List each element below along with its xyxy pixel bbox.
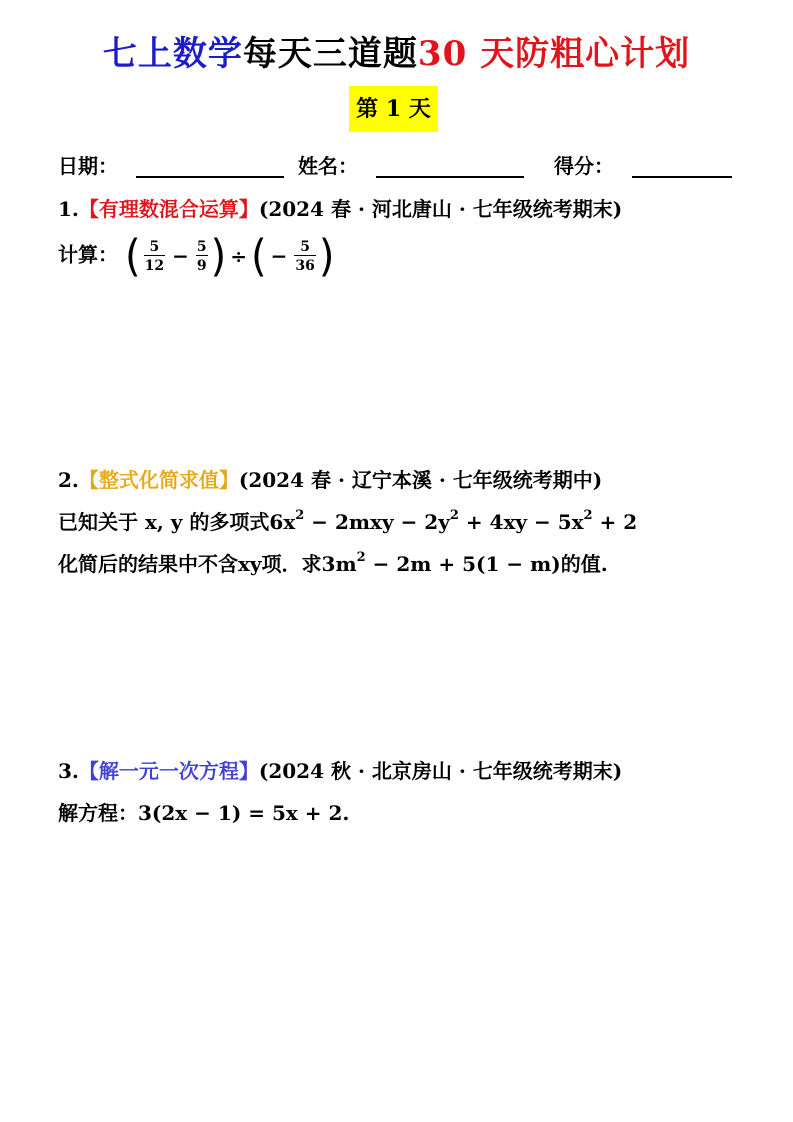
- question-2-line-2: [58, 548, 608, 577]
- question-topic: 【解一元一次方程】: [78, 759, 259, 783]
- score-label: 得分：: [554, 154, 614, 178]
- exponent: 2: [583, 508, 593, 523]
- denominator: 12: [144, 255, 165, 274]
- name-label: 姓名：: [298, 154, 358, 178]
- info-row: [58, 150, 738, 180]
- day-badge: 第 1 天: [349, 86, 438, 132]
- question-1-body: [58, 230, 335, 282]
- numerator: 5: [149, 238, 160, 255]
- math-expression: [124, 230, 335, 282]
- question-number: 3.: [58, 759, 79, 783]
- exponent: 2: [356, 550, 366, 565]
- exponent: 2: [295, 508, 305, 523]
- question-source: (2024 春 · 河北唐山 · 七年级统考期末): [258, 197, 623, 221]
- question-3-header: [58, 755, 622, 784]
- text-segment: 化简后的结果中不含xy项．求3m: [58, 552, 357, 576]
- title-part-daily: 每天三道题: [242, 34, 418, 74]
- date-blank[interactable]: [136, 176, 284, 178]
- question-2-line-1: [58, 506, 637, 535]
- exponent: 2: [449, 508, 459, 523]
- text-segment: + 2: [592, 510, 638, 534]
- numerator: 5: [300, 238, 310, 255]
- question-source: (2024 春 · 辽宁本溪 · 七年级统考期中): [238, 468, 603, 492]
- question-3-body: [58, 797, 349, 826]
- score-blank[interactable]: [632, 176, 732, 178]
- question-number: 2.: [58, 468, 79, 492]
- minus-sign: −: [172, 244, 189, 268]
- question-prompt: 计算：: [58, 242, 118, 267]
- text-segment: − 2mxy − 2y: [304, 510, 450, 534]
- question-source: (2024 秋 · 北京房山 · 七年级统考期末): [258, 759, 623, 783]
- fraction: [294, 239, 315, 274]
- title-part-subject: 七上数学: [102, 34, 243, 74]
- question-topic: 【有理数混合运算】: [78, 197, 259, 221]
- name-blank[interactable]: [376, 176, 524, 178]
- title-part-plan: 30 天防粗心计划: [417, 34, 691, 74]
- fraction: [144, 239, 165, 274]
- fraction: [196, 239, 208, 274]
- text-segment: + 4xy − 5x: [458, 510, 584, 534]
- divide-sign: ÷: [230, 244, 247, 268]
- text-segment: − 2m + 5(1 − m)的值.: [365, 552, 608, 576]
- question-topic: 【整式化简求值】: [78, 468, 239, 492]
- negative-sign: −: [270, 244, 288, 268]
- denominator: 9: [196, 255, 208, 274]
- left-paren: (: [124, 230, 141, 282]
- right-paren: ): [318, 230, 335, 282]
- question-prompt: 解方程：3(2x − 1) = 5x + 2.: [58, 801, 350, 825]
- text-segment: 已知关于 x, y 的多项式6x: [58, 510, 296, 534]
- denominator: 36: [294, 255, 315, 274]
- question-number: 1.: [58, 197, 79, 221]
- date-label: 日期：: [58, 154, 118, 178]
- question-2-header: [58, 464, 602, 493]
- right-paren: ): [210, 230, 227, 282]
- left-paren: (: [250, 230, 267, 282]
- numerator: 5: [196, 238, 207, 255]
- page-title: [0, 26, 793, 75]
- question-1-header: [58, 193, 622, 222]
